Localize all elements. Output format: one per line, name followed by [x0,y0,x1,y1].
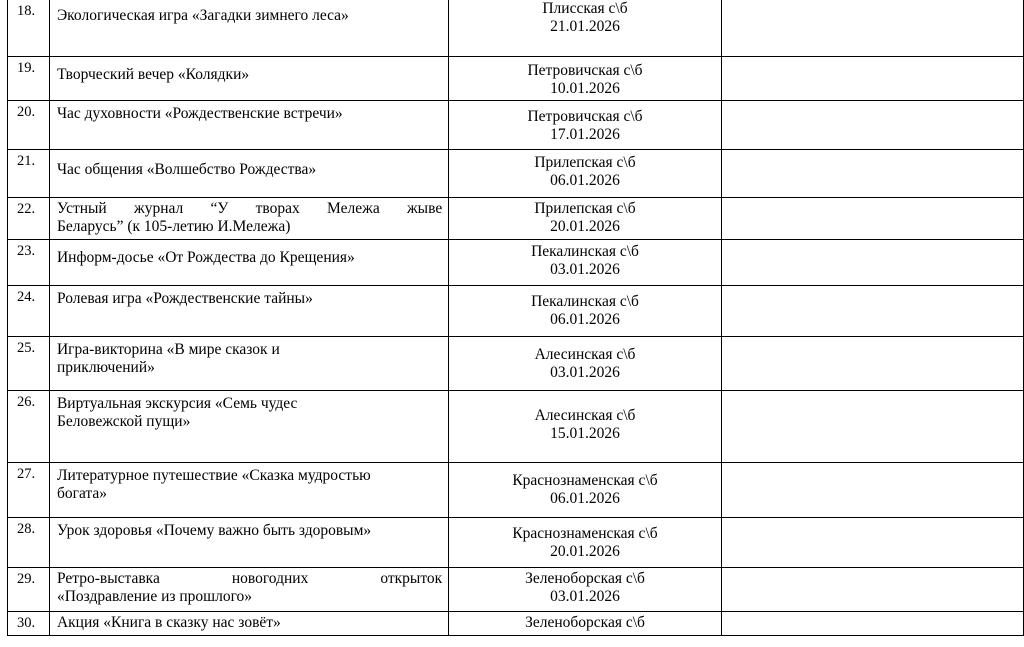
events-table [7,0,1024,636]
row-number: 25. [8,337,50,391]
event-venue: Алесинская с\б [534,407,636,424]
table-row [8,463,1024,518]
row-number: 18. [8,0,50,57]
row-number: 23. [8,240,50,286]
event-date: 20.01.2026 [550,218,620,235]
row-number: 27. [8,463,50,518]
row-number: 28. [8,518,50,568]
event-venue-date [449,612,722,636]
empty-cell [721,391,1023,463]
event-title-line: Литературное путешествие «Сказка мудростью [56,467,371,484]
event-title-line: Устный журнал “У творах Мележа жыве [56,200,443,217]
event-title-line: Игра-викторина «В мире сказок и [56,341,280,358]
event-date: 03.01.2026 [550,364,620,381]
event-title-line: Беларусь” (к 105-летию И.Мележа) [56,218,291,235]
event-venue: Алесинская с\б [534,346,636,363]
event-venue: Петровичская с\б [527,108,643,125]
event-venue: Пекалинская с\б [531,293,639,310]
event-title-line: Ретро-выставка новогодних открыток [56,570,443,587]
empty-cell [721,101,1023,150]
event-venue: Петровичская с\б [527,62,643,79]
event-venue-date [449,391,722,463]
event-venue-date [449,337,722,391]
event-venue: Краснознаменская с\б [512,472,658,489]
event-title: Час общения «Волшебство Рождества» [49,150,448,198]
empty-cell [721,240,1023,286]
event-date: 15.01.2026 [550,425,620,442]
empty-cell [721,57,1023,101]
event-title: Информ-досье «От Рождества до Крещения» [49,240,448,286]
empty-cell [721,463,1023,518]
event-title: Акция «Книга в сказку нас зовёт» [49,612,448,636]
event-title-line: богата» [56,485,108,502]
empty-cell [721,337,1023,391]
event-date: 06.01.2026 [550,311,620,328]
event-date: 06.01.2026 [550,172,620,189]
table-row [8,150,1024,198]
event-venue-date [449,518,722,568]
empty-cell [721,612,1023,636]
event-title-line: Виртуальная экскурсия «Семь чудес [56,395,298,412]
event-venue-date [449,286,722,337]
event-date: 17.01.2026 [550,126,620,143]
event-venue-date [449,568,722,612]
event-venue: Зеленоборская с\б [525,614,645,631]
event-date: 20.01.2026 [550,543,620,560]
row-number: 19. [8,57,50,101]
empty-cell [721,150,1023,198]
table-row [8,568,1024,612]
event-venue: Краснознаменская с\б [512,525,658,542]
event-venue-date [449,0,722,57]
row-number: 24. [8,286,50,337]
event-venue-date [449,57,722,101]
empty-cell [721,0,1023,57]
event-venue: Прилепская с\б [534,200,636,217]
row-number: 20. [8,101,50,150]
empty-cell [721,518,1023,568]
event-title-line: «Поздравление из прошлого» [56,588,253,605]
event-title [49,391,448,463]
event-title-line: Беловежской пущи» [56,413,191,430]
table-row [8,101,1024,150]
table-row [8,337,1024,391]
row-number: 26. [8,391,50,463]
event-title [49,568,448,612]
table-row [8,518,1024,568]
event-venue-date [449,463,722,518]
table-row [8,240,1024,286]
row-number: 29. [8,568,50,612]
table-row [8,612,1024,636]
event-venue-date [449,240,722,286]
table-row [8,57,1024,101]
table-row [8,0,1024,57]
event-date: 03.01.2026 [550,261,620,278]
event-title: Экологическая игра «Загадки зимнего леса» [49,0,448,57]
event-venue-date [449,101,722,150]
event-title [49,337,448,391]
table-row [8,198,1024,240]
event-venue: Плисская с\б [542,0,628,17]
row-number: 21. [8,150,50,198]
row-number: 22. [8,198,50,240]
empty-cell [721,286,1023,337]
event-venue: Пекалинская с\б [531,243,639,260]
event-date: 03.01.2026 [550,588,620,605]
event-title: Час духовности «Рождественские встречи» [49,101,448,150]
event-date: 10.01.2026 [550,80,620,97]
event-date: 06.01.2026 [550,490,620,507]
table-row [8,286,1024,337]
event-date: 21.01.2026 [550,18,620,35]
event-venue-date [449,150,722,198]
row-number: 30. [8,612,50,636]
event-venue: Зеленоборская с\б [525,570,645,587]
event-title [49,463,448,518]
table-row [8,391,1024,463]
event-title: Урок здоровья «Почему важно быть здоровым» [49,518,448,568]
event-title: Творческий вечер «Колядки» [49,57,448,101]
event-title: Ролевая игра «Рождественские тайны» [49,286,448,337]
event-title-line: приключений» [56,359,155,376]
event-venue: Прилепская с\б [534,154,636,171]
empty-cell [721,198,1023,240]
event-venue-date [449,198,722,240]
empty-cell [721,568,1023,612]
event-title [49,198,448,240]
